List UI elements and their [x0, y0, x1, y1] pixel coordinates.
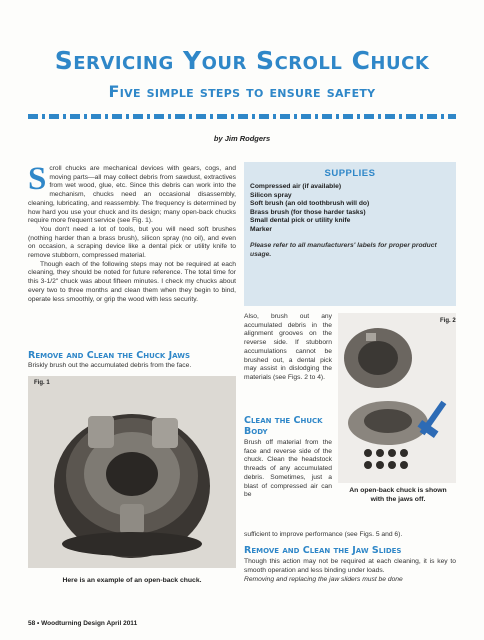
section-text-slides: Though this action may not be required at each cleaning, it is key to smooth operation and less binding under loads.	[244, 558, 456, 574]
intro-p1-text: croll chucks are mechanical devices with gears, cogs, and moving parts—all may collect debris from sawdust, extractives from wet wood, glue, etc. Since this debris can work into the mechanism, chucks need an occasional disassembly, cleaning, lubricating, and reassembly. The frequency is determined by how hard you use your chuck and its design; many open-back chucks require more frequent service (see Fig. 1).	[28, 165, 236, 225]
section-text-body: Brush off material from the face and reverse side of the chuck. Clean the headstock threads of any accumulated debris. Sometimes, just a blast of compressed air can be	[244, 439, 332, 499]
section-text-body-cont: sufficient to improve performance (see Figs. 5 and 6).	[244, 531, 403, 538]
byline: by Jim Rodgers	[213, 134, 271, 143]
supply-item: Soft brush (an old toothbrush will do)	[250, 200, 370, 207]
figure-1-photo	[28, 376, 236, 568]
col2-text: Also, brush out any accumulated debris in the alignment grooves on the reverse side. If stubborn accumulations cannot be brushed out, a dental pick may assist in dislodging the materials (see Figs. 2 to 4).	[244, 313, 332, 381]
chuck-parts-illustration	[338, 313, 456, 483]
intro-paragraph-2: You don't need a lot of tools, but you will need soft brushes (nothing harder than a brass brush), silicon spray (no oil), and even on occasion, a scraping device like a dental pick or utility knife to remove stubborn, compressed material.	[28, 225, 236, 260]
supplies-sidebar	[244, 162, 456, 306]
supplies-note: Please refer to all manufacturers' labels for proper product usage.	[250, 242, 437, 258]
section-heading-slides: Remove and Clean the Jaw Slides	[244, 545, 402, 556]
drop-cap: S	[28, 161, 47, 197]
article-subtitle: Five simple steps to ensure safety	[108, 82, 376, 101]
title-divider	[28, 114, 456, 119]
intro-paragraph-1	[28, 161, 236, 226]
supply-item: Silicon spray	[250, 191, 292, 199]
section-heading-body-2: Body	[244, 426, 268, 437]
supply-item: Marker	[250, 225, 272, 233]
section-heading-jaws: Remove and Clean the Chuck Jaws	[28, 350, 191, 361]
figure-2-photo	[338, 313, 456, 483]
intro-text	[28, 161, 236, 304]
figure-1-label: Fig. 1	[34, 380, 50, 386]
figure-1-caption: Here is an example of an open-back chuck.	[62, 577, 202, 584]
section-text-slides-2: Removing and replacing the jaw sliders must be done	[244, 576, 403, 583]
chuck-illustration	[28, 376, 236, 568]
section-heading-body-1: Clean the Chuck	[244, 415, 323, 426]
figure-2-caption: An open-back chuck is shown with the jaws off.	[349, 487, 447, 503]
intro-paragraph-3: Though each of the following steps may not be required at each cleaning, they should be noted for future reference. The total time for this 3-1/2" chuck was about fifteen minutes. I check my chucks about every two to three months and clean them when they begin to bind, operate less smoothly, or grip the wood with less security.	[28, 260, 236, 303]
supplies-heading: SUPPLIES	[324, 168, 376, 179]
figure-2-label: Fig. 2	[440, 318, 456, 324]
supply-item: Brass brush (for those harder tasks)	[250, 208, 366, 216]
supplies-list	[250, 183, 450, 234]
supply-item: Compressed air (if available)	[250, 183, 342, 190]
supply-item: Small dental pick or utility knife	[250, 217, 351, 224]
section-text-jaws: Briskly brush out the accumulated debris from the face.	[28, 362, 192, 369]
article-title: Servicing Your Scroll Chuck	[54, 46, 430, 75]
page-footer: 58 • Woodturning Design April 2011	[28, 620, 138, 627]
